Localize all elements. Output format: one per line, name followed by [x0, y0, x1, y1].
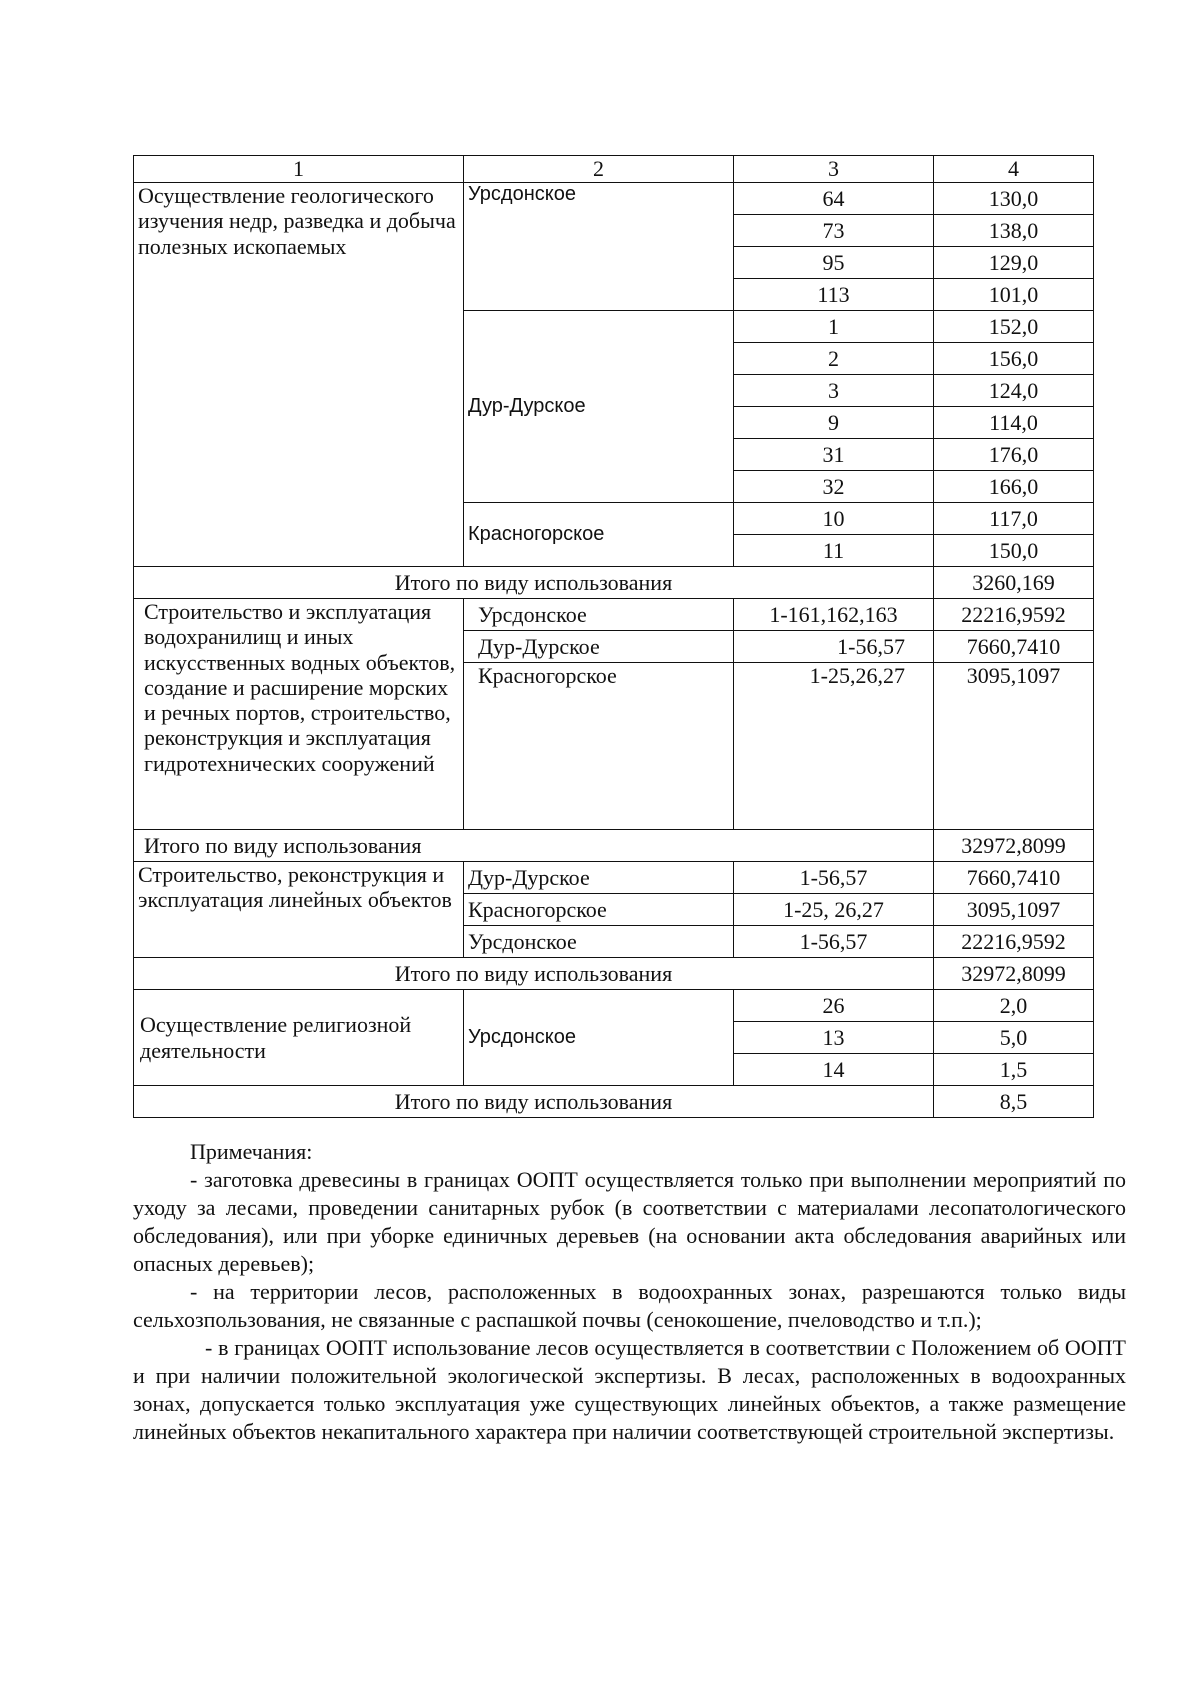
- table-row: [134, 599, 1094, 631]
- area-cell: 150,0: [934, 535, 1094, 567]
- table-row: [134, 183, 1094, 215]
- area-cell: 3095,1097: [934, 894, 1094, 926]
- quarter-cell: 1-25, 26,27: [734, 894, 934, 926]
- total-row: [134, 567, 1094, 599]
- quarter-cell: 95: [734, 247, 934, 279]
- forestry-cell: Дур-Дурское: [464, 862, 734, 894]
- column-header-1: 1: [134, 156, 464, 183]
- total-row: [134, 1086, 1094, 1118]
- forest-use-table: [133, 155, 1094, 1118]
- total-label: Итого по виду использования: [134, 958, 934, 990]
- column-header-3: 3: [734, 156, 934, 183]
- use-type-cell: Строительство, реконструкция и эксплуатация линейных объектов: [134, 862, 464, 958]
- quarter-cell: 1-161,162,163: [734, 599, 934, 631]
- total-label: Итого по виду использования: [134, 1086, 934, 1118]
- area-cell: 3095,1097: [934, 663, 1094, 830]
- area-cell: 156,0: [934, 343, 1094, 375]
- area-cell: 7660,7410: [934, 862, 1094, 894]
- forestry-cell: Урсдонское: [464, 990, 734, 1086]
- note-item: - в границах ООПТ использование лесов осуществляется в соответствии с Положением об ООПТ и при наличии положительной экологической экспертизы. В лесах, расположенных в водоохранных зонах, допускается только эксплуатация уже существующих линейных объектов, а также размещение линейных объектов некапитального характера при наличии соответствующей строительной экспертизы.: [133, 1335, 1126, 1444]
- quarter-cell: 11: [734, 535, 934, 567]
- area-cell: 7660,7410: [934, 631, 1094, 663]
- total-value: 32972,8099: [934, 958, 1094, 990]
- forestry-cell: Урсдонское: [464, 599, 734, 631]
- area-cell: 117,0: [934, 503, 1094, 535]
- quarter-cell: 3: [734, 375, 934, 407]
- area-cell: 124,0: [934, 375, 1094, 407]
- forestry-cell: Дур-Дурское: [464, 311, 734, 503]
- use-type-cell: Строительство и эксплуатация водохранилищ и иных искусственных водных объектов, создание и расширение морских и речных портов, строительство, реконструкция и эксплуатация гидротехнических сооружений: [134, 599, 464, 830]
- area-cell: 1,5: [934, 1054, 1094, 1086]
- quarter-cell: 1: [734, 311, 934, 343]
- quarter-cell: 13: [734, 1022, 934, 1054]
- table-header-row: [134, 156, 1094, 183]
- area-cell: 166,0: [934, 471, 1094, 503]
- forestry-cell: Красногорское: [464, 503, 734, 567]
- total-label: Итого по виду использования: [134, 830, 934, 862]
- total-label: Итого по виду использования: [134, 567, 934, 599]
- column-header-4: 4: [934, 156, 1094, 183]
- quarter-cell: 14: [734, 1054, 934, 1086]
- area-cell: 22216,9592: [934, 599, 1094, 631]
- quarter-cell: 26: [734, 990, 934, 1022]
- table-row: [134, 862, 1094, 894]
- column-header-2: 2: [464, 156, 734, 183]
- total-row: [134, 958, 1094, 990]
- area-cell: 152,0: [934, 311, 1094, 343]
- area-cell: 101,0: [934, 279, 1094, 311]
- quarter-cell: 64: [734, 183, 934, 215]
- quarter-cell: 73: [734, 215, 934, 247]
- total-value: 3260,169: [934, 567, 1094, 599]
- area-cell: 138,0: [934, 215, 1094, 247]
- notes-section: [133, 1138, 1126, 1446]
- notes-title: Примечания:: [190, 1139, 313, 1164]
- forestry-cell: Красногорское: [464, 894, 734, 926]
- quarter-cell: 1-56,57: [734, 862, 934, 894]
- area-cell: 5,0: [934, 1022, 1094, 1054]
- quarter-cell: 113: [734, 279, 934, 311]
- area-cell: 22216,9592: [934, 926, 1094, 958]
- forestry-cell: Дур-Дурское: [464, 631, 734, 663]
- forestry-cell: Красногорское: [464, 663, 734, 830]
- total-value: 8,5: [934, 1086, 1094, 1118]
- quarter-cell: 32: [734, 471, 934, 503]
- quarter-cell: 2: [734, 343, 934, 375]
- note-item: - заготовка древесины в границах ООПТ осуществляется только при выполнении мероприятий по уходу за лесами, проведении санитарных рубок (в соответствии с материалами лесопатологического обследования), или при уборке единичных деревьев (на основании акта обследования аварийных или опасных деревьев);: [133, 1167, 1126, 1276]
- total-row: [134, 830, 1094, 862]
- forestry-cell: Урсдонское: [464, 183, 734, 311]
- table-row: [134, 990, 1094, 1022]
- quarter-cell: 31: [734, 439, 934, 471]
- forestry-cell: Урсдонское: [464, 926, 734, 958]
- area-cell: 114,0: [934, 407, 1094, 439]
- use-type-cell: Осуществление геологического изучения недр, разведка и добыча полезных ископаемых: [134, 183, 464, 567]
- area-cell: 129,0: [934, 247, 1094, 279]
- note-item: - на территории лесов, расположенных в водоохранных зонах, разрешаются только виды сельхозпользования, не связанные с распашкой почвы (сенокошение, пчеловодство и т.п.);: [133, 1279, 1126, 1332]
- quarter-cell: 1-56,57: [734, 926, 934, 958]
- quarter-cell: 10: [734, 503, 934, 535]
- area-cell: 176,0: [934, 439, 1094, 471]
- use-type-cell: Осуществление религиозной деятельности: [134, 990, 464, 1086]
- area-cell: 130,0: [934, 183, 1094, 215]
- quarter-cell: 9: [734, 407, 934, 439]
- area-cell: 2,0: [934, 990, 1094, 1022]
- quarter-cell: 1-25,26,27: [734, 663, 934, 830]
- quarter-cell: 1-56,57: [734, 631, 934, 663]
- total-value: 32972,8099: [934, 830, 1094, 862]
